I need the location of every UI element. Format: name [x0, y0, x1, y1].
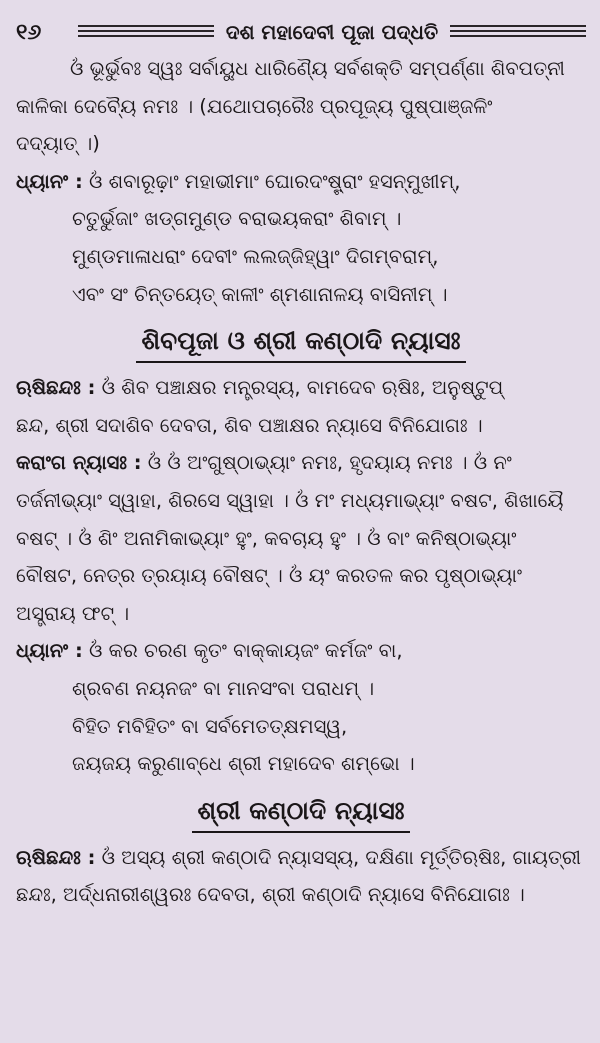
page-body — [16, 50, 586, 914]
page-number: ୧୬ — [16, 19, 42, 45]
header-rule-left — [78, 25, 214, 39]
karanga-line: ଅସ୍ତ୍ରାୟ ଫଟ୍ । — [16, 601, 130, 625]
karanga-line: ବଷଟ୍ । ଓଁ ଶିଂ ଅନାମିକାଭ୍ୟାଂ ହୁଂ, କବଚାୟ ହୁଂ । ଓଁ ବାଂ କନିଷ୍ଠାଭ୍ୟାଂ — [16, 526, 517, 550]
dhyan-line: ଏବଂ ସଂ ଚିନ୍ତୟେତ୍ କାଳୀଂ ଶ୍ମଶାନାଳୟ ବାସିନୀମ୍ । — [72, 282, 448, 306]
dhyan-line: ଚତୁର୍ଭୁଜାଂ ଖଡ୍ଗମୁଣ୍ଡ ବରାଭୟକରାଂ ଶିବାମ୍ । — [72, 207, 402, 231]
page-header — [16, 14, 586, 50]
rishi-label: ଋଷିଛନ୍ଦଃ : — [16, 376, 96, 400]
rishi-line: ଓଁ ଶିବ ପଞ୍ଚାକ୍ଷର ମନ୍ତ୍ରସ୍ୟ, ବାମଦେବ ଋଷିଃ, ଅନୁଷ୍ଟୁପ୍ — [101, 376, 504, 400]
section-heading-text: ଶ୍ରୀ କଣ୍ଠାଦି ନ୍ୟାସଃ — [192, 791, 411, 833]
dhyan-label: ଧ୍ୟାନଂ : — [16, 639, 83, 663]
page-running-title: ଦଶ ମହାଦେବୀ ପୂଜା ପଦ୍ଧତି — [225, 20, 439, 44]
rishi-label: ଋଷିଛନ୍ଦଃ : — [16, 845, 96, 869]
header-rule-right — [450, 25, 586, 39]
rishi-line: ଛନ୍ଦ, ଶ୍ରୀ ସଦାଶିବ ଦେବତା, ଶିବ ପଞ୍ଚାକ୍ଷର ନ୍ୟାସେ ବିନିଯୋଗଃ । — [16, 413, 483, 437]
rishi-line: ଓଁ ଅସ୍ୟ ଶ୍ରୀ କଣ୍ଠାଦି ନ୍ୟାସସ୍ୟ, ଦକ୍ଷିଣା ମୂର୍ତ୍ତିଋଷିଃ, ଗାୟତ୍ରୀ — [101, 845, 581, 869]
section-heading — [16, 321, 586, 363]
section-heading-text: ଶିବପୂଜା ଓ ଶ୍ରୀ କଣ୍ଠାଦି ନ୍ୟାସଃ — [136, 321, 467, 363]
intro-line: ଦଦ୍ୟାତ୍ ।) — [16, 132, 100, 156]
intro-line: କାଳିକା ଦେବ୍ୟୈ ନମଃ । (ଯଥୋପଚାରୈଃ ପ୍ରପୂଜ୍ୟ ପୁଷ୍ପାଞ୍ଜଳିଂ — [16, 94, 493, 118]
dhyan-line: ଓଁ କର ଚରଣ କୃତଂ ବାକ୍‌କାୟଜଂ କର୍ମଜଂ ବା, — [88, 639, 403, 663]
karanga-line: ଓଁ ଓଁ ଅଂଗୁଷ୍ଠାଭ୍ୟାଂ ନମଃ, ହୃଦୟାୟ ନମଃ । ଓଁ ନଂ — [147, 451, 512, 475]
karanga-line: ବୌଷଟ, ନେତ୍ର ତ୍ରୟାୟ ବୌଷଟ୍ । ଓଁ ୟଂ କରତଳ କର ପୃଷ୍ଠାଭ୍ୟାଂ — [16, 564, 522, 588]
karanga-line: ତର୍ଜନୀଭ୍ୟାଂ ସ୍ୱାହା, ଶିରସେ ସ୍ୱାହା । ଓଁ ମଂ ମଧ୍ୟମାଭ୍ୟାଂ ବଷଟ, ଶିଖାୟୈ — [16, 488, 564, 512]
intro-line: ଓଁ ଭୂର୍ଭୁବଃ ସ୍ୱଃ ସର୍ବାୟୁଧ ଧାରିଣ୍ୟୈ ସର୍ବଶକ୍ତି ସମ୍ପର୍ଣ୍ଣା ଶିବପତ୍ନୀ — [70, 57, 565, 80]
dhyan-line: ଶ୍ରବଣ ନୟନଜଂ ବା ମାନସଂବା ପରାଧମ୍ । — [72, 676, 375, 700]
dhyan-line: ଜୟଜୟ କରୁଣାବ୍ଧେ ଶ୍ରୀ ମହାଦେବ ଶମ୍ଭୋ । — [72, 752, 415, 776]
dhyan-line: ମୁଣ୍ଡମାଳାଧରାଂ ଦେବୀଂ ଲଲଜ୍ଜିହ୍ୱାଂ ଦିଗମ୍ବରାମ୍, — [72, 244, 439, 268]
dhyan-label: ଧ୍ୟାନଂ : — [16, 169, 83, 193]
dhyan-line: ବିହିତ ମବିହିତଂ ବା ସର୍ବମେତତ୍‌କ୍ଷମସ୍ୱ, — [72, 714, 348, 738]
karanga-label: କରାଂଗ ନ୍ୟାସଃ : — [16, 451, 142, 475]
section-heading — [16, 791, 586, 833]
rishi-line: ଛନ୍ଦଃ, ଅର୍ଦ୍ଧନାରୀଶ୍ୱରଃ ଦେବତା, ଶ୍ରୀ କଣ୍ଠାଦି ନ୍ୟାସେ ବିନିଯୋଗଃ । — [16, 883, 525, 907]
dhyan-line: ଓଁ ଶବାରୂଢ଼ାଂ ମହାଭୀମାଂ ଘୋରଦଂଷ୍ଟ୍ରାଂ ହସନ୍ମୁଖୀମ୍, — [88, 169, 461, 193]
